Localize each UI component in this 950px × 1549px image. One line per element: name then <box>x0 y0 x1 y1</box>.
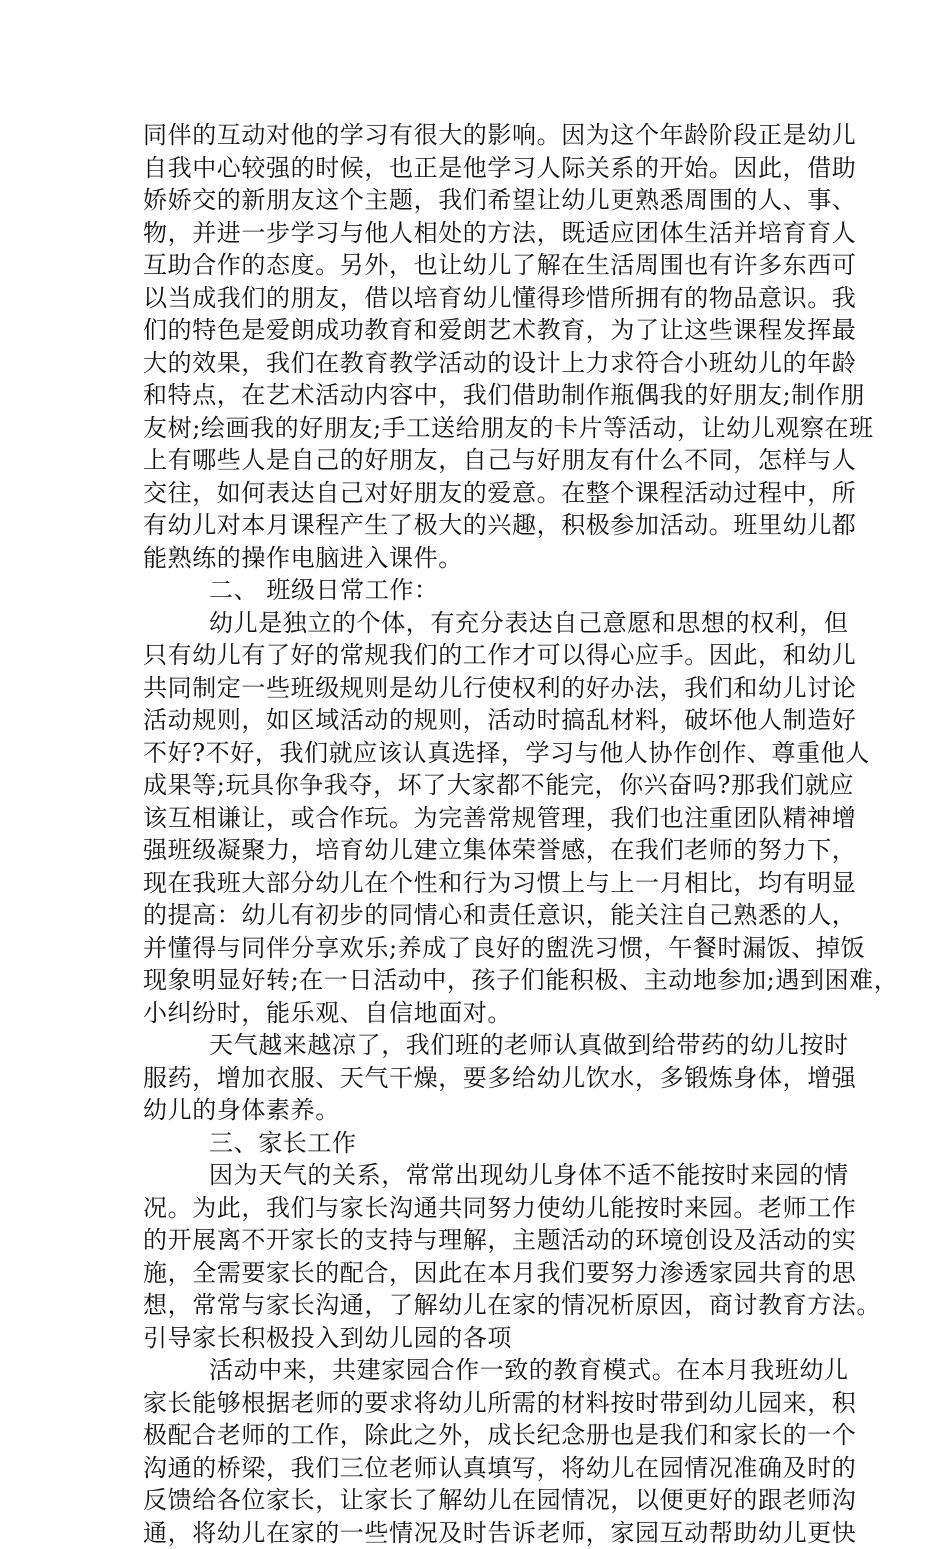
text-line: 的提高：幼儿有初步的同情心和责任意识，能关注自己熟悉的人， <box>143 899 825 932</box>
text-line: 现在我班大部分幼儿在个性和行为习惯上与上一月相比，均有明显 <box>143 867 825 900</box>
text-line: 不好?不好，我们就应该认真选择，学习与他人协作创作、尊重他人 <box>143 737 825 770</box>
section-heading: 二、 班级日常工作： <box>143 574 825 607</box>
text-line: 只有幼儿有了好的常规我们的工作才可以得心应手。因此，和幼儿 <box>143 639 825 672</box>
text-line: 有幼儿对本月课程产生了极大的兴趣，积极参加活动。班里幼儿都 <box>143 509 825 542</box>
text-line: 物，并进一步学习与他人相处的方法，既适应团体生活并培育育人 <box>143 217 825 250</box>
text-line: 交往，如何表达自己对好朋友的爱意。在整个课程活动过程中，所 <box>143 477 825 510</box>
text-line: 通，将幼儿在家的一些情况及时告诉老师，家园互动帮助幼儿更快 <box>143 1517 825 1549</box>
text-line: 极配合老师的工作，除此之外，成长纪念册也是我们和家长的一个 <box>143 1419 825 1452</box>
text-line: 况。为此，我们与家长沟通共同努力使幼儿能按时来园。老师工作 <box>143 1192 825 1225</box>
body-text <box>143 119 825 1549</box>
text-line: 同伴的互动对他的学习有很大的影响。因为这个年龄阶段正是幼儿 <box>143 119 825 152</box>
text-line: 娇娇交的新朋友这个主题，我们希望让幼儿更熟悉周围的人、事、 <box>143 184 825 217</box>
text-line: 上有哪些人是自己的好朋友，自己与好朋友有什么不同，怎样与人 <box>143 444 825 477</box>
text-line: 能熟练的操作电脑进入课件。 <box>143 542 825 575</box>
text-line: 共同制定一些班级规则是幼儿行使权利的好办法，我们和幼儿讨论 <box>143 672 825 705</box>
text-line: 幼儿的身体素养。 <box>143 1094 825 1127</box>
text-line: 友树;绘画我的好朋友;手工送给朋友的卡片等活动，让幼儿观察在班 <box>143 412 825 445</box>
text-line: 家长能够根据老师的要求将幼儿所需的材料按时带到幼儿园来，积 <box>143 1387 825 1420</box>
text-line: 以当成我们的朋友，借以培育幼儿懂得珍惜所拥有的物品意识。我 <box>143 282 825 315</box>
text-line: 引导家长积极投入到幼儿园的各项 <box>143 1322 825 1355</box>
text-line: 因为天气的关系，常常出现幼儿身体不适不能按时来园的情 <box>143 1159 825 1192</box>
text-line: 沟通的桥梁，我们三位老师认真填写，将幼儿在园情况准确及时的 <box>143 1452 825 1485</box>
text-line: 的开展离不开家长的支持与理解，主题活动的环境创设及活动的实 <box>143 1224 825 1257</box>
text-line: 活动中来，共建家园合作一致的教育模式。在本月我班幼儿 <box>143 1354 825 1387</box>
text-line: 和特点，在艺术活动内容中，我们借助制作瓶偶我的好朋友;制作朋 <box>143 379 825 412</box>
text-line: 自我中心较强的时候，也正是他学习人际关系的开始。因此，借助 <box>143 152 825 185</box>
text-line: 想，常常与家长沟通，了解幼儿在家的情况析原因，商讨教育方法。 <box>143 1289 825 1322</box>
text-line: 天气越来越凉了，我们班的老师认真做到给带药的幼儿按时 <box>143 1029 825 1062</box>
text-line: 活动规则，如区域活动的规则，活动时搞乱材料，破坏他人制造好 <box>143 704 825 737</box>
text-line: 强班级凝聚力，培育幼儿建立集体荣誉感，在我们老师的努力下， <box>143 834 825 867</box>
text-line: 服药，增加衣服、天气干燥，要多给幼儿饮水，多锻炼身体，增强 <box>143 1062 825 1095</box>
text-line: 施，全需要家长的配合，因此在本月我们要努力渗透家园共育的思 <box>143 1257 825 1290</box>
text-line: 反馈给各位家长，让家长了解幼儿在园情况，以便更好的跟老师沟 <box>143 1484 825 1517</box>
text-line: 幼儿是独立的个体，有充分表达自己意愿和思想的权利，但 <box>143 607 825 640</box>
text-line: 现象明显好转;在一日活动中，孩子们能积极、主动地参加;遇到困难， <box>143 964 825 997</box>
text-line: 成果等;玩具你争我夺，坏了大家都不能完，你兴奋吗?那我们就应 <box>143 769 825 802</box>
text-line: 大的效果，我们在教育教学活动的设计上力求符合小班幼儿的年龄 <box>143 347 825 380</box>
text-line: 互助合作的态度。另外，也让幼儿了解在生活周围也有许多东西可 <box>143 249 825 282</box>
section-heading: 三、家长工作 <box>143 1127 825 1160</box>
text-line: 们的特色是爱朗成功教育和爱朗艺术教育，为了让这些课程发挥最 <box>143 314 825 347</box>
text-line: 并懂得与同伴分享欢乐;养成了良好的盥洗习惯，午餐时漏饭、掉饭 <box>143 932 825 965</box>
text-line: 该互相谦让，或合作玩。为完善常规管理，我们也注重团队精神增 <box>143 802 825 835</box>
text-line: 小纠纷时，能乐观、自信地面对。 <box>143 997 825 1030</box>
